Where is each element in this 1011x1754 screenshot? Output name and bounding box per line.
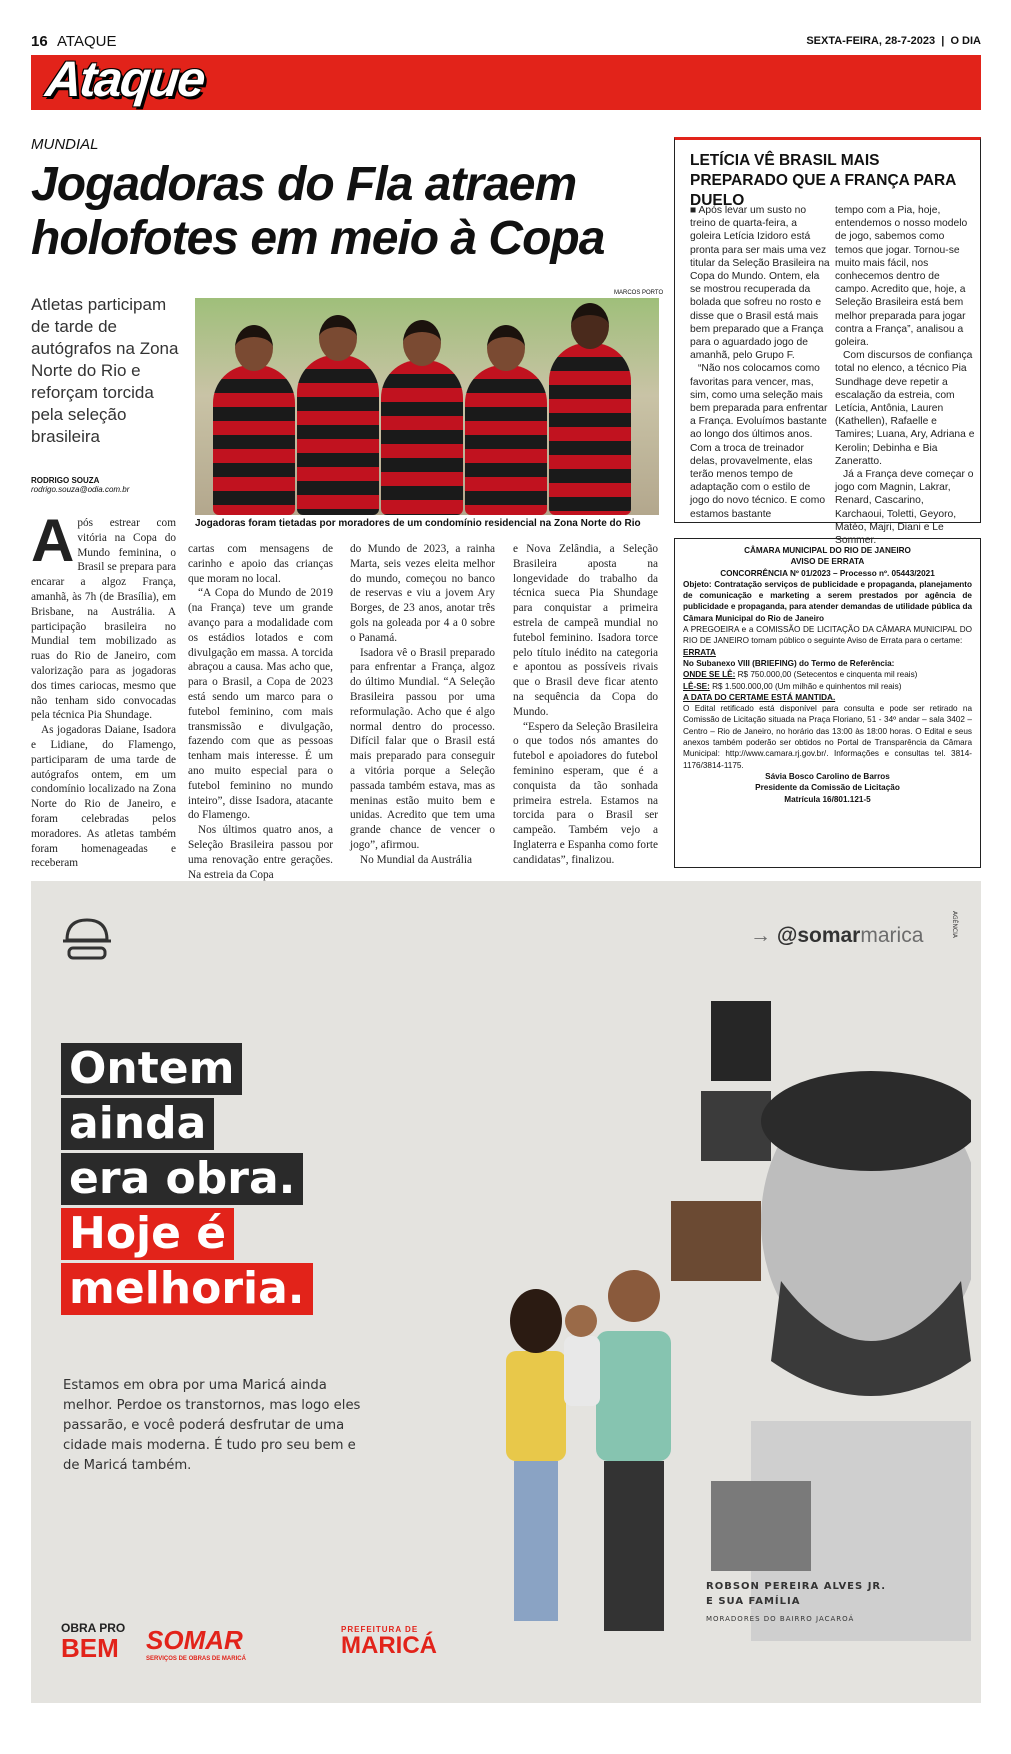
author-name: RODRIGO SOUZA — [31, 476, 100, 485]
player-figure — [381, 360, 463, 515]
logo-obra-pro-bem: OBRA PRO BEM — [61, 1621, 126, 1663]
article-headline: Jogadoras do Fla atraem holofotes em meio à Copa — [31, 158, 605, 265]
player-figure — [549, 343, 631, 515]
ad-body-text: Estamos em obra por uma Maricá ainda melhor. Perdoe os transtornos, mas logo eles passarão, e você poderá desfrutar de uma cidade mais moderna. É tudo pro seu bem e de Maricá também. — [63, 1378, 361, 1473]
sidebar-column-2: tempo com a Pia, hoje, entendemos o nosso modelo de jogo, sabemos como temos que jogar. Tornou-se muito mais fácil, nos conhecemos dentro de campo. Acredito que, hoje, a Seleção Brasileira está bem melhor preparada para jogar contra a França”, analisou a goleira. Com discursos de confiança total no elenco, a técnico Pia Sundhage deve repetir a escalação da estreia, com Letícia, Antônia, Lauren (Kathellen), Rafaelle e Tamires; Luana, Ary, Adriana e Kerolin; Debinha e Bia Zaneratto. Já a França deve começar o jogo com Magnin, Lakrar, Renard, Cascarino, Karchaoui, Toletti, Geyoro, Matéo, Majri, Diani e Le Sommer. — [835, 205, 975, 547]
paper-name: O DIA — [950, 35, 981, 47]
section-logo: Ataque — [43, 51, 207, 107]
sidebar-column-1: ■ Após levar um susto no treino de quarta-feira, a goleira Letícia Izidoro está pronta para ser mais uma vez titular da Seleção Brasileira na Copa do Mundo. Ontem, ela se mostrou recuperada da bolada que sofreu no rosto e disse que o Brasil está mais bem preparado que a França para o aguardado jogo de amanhã, pelo Grupo F. “Não nos colocamos como favoritas para vencer, mas, sim, como uma seleção mais bem preparada para enfrentar a França. Evoluímos bastante ao longo dos últimos anos. Com a troca de treinador delas, provavelmente, elas terão menos tempo de adaptação com o estilo de jogo do novo técnico. E como estamos bastante — [690, 205, 830, 520]
legal-notice: CÂMARA MUNICIPAL DO RIO DE JANEIRO AVISO DE ERRATA CONCORRÊNCIA Nº 01/2023 – Processo nº. 05443/2021 Objeto: Contratação serviços de publicidade e propaganda, planejamento de comunicação e marketing a serem prestados por agência de publicidade e propaganda, para atender demandas de utilidade pública da Câmara Municipal do Rio de Janeiro A PREGOEIRA e a COMISSÃO DE LICITAÇÃO DA CÂMARA MUNICIPAL DO RIO DE JANEIRO tornam público o seguinte Aviso de Errata para o certame: ERRATA No Subanexo VIII (BRIEFING) do Termo de Referência: ONDE SE LÊ: R$ 750.000,00 (Setecentos e cinquenta mil reais) LÊ-SE: R$ 1.500.000,00 (Um milhão e quinhentos mil reais) A DATA DO CERTAME ESTÁ MANTIDA. O Edital retificado está disponível para consulta e pode ser retirado na Comissão de Licitação situada na Praça Floriano, 51 - 34º andar – sala 3402 – Centro – Rio de Janeiro, no horário das 13:00 às 18:00 horas. O Edital e seus anexos também poderão ser obtidos no Portal de Transparência da Câmara Municipal: http://www.camara.rj.gov.br/. Informações e consultas tel. 3814-1176/3814-1175. Sávia Bosco Carolino de Barros Presidente da Comissão de Licitação Matrícula 16/801.121-5 — [674, 538, 981, 868]
sidebar-title: LETÍCIA VÊ BRASIL MAIS PREPARADO QUE A FRANÇA PARA DUELO — [690, 152, 956, 209]
article-column-3: do Mundo de 2023, a rainha Marta, seis vezes eleita melhor do mundo, começou no banco de reservas e viu a jovem Ary Borges, de 23 anos, anotar três gols na goleada por 4 a 0 sobre o Panamá. Isadora vê o Brasil preparado para enfrentar a França, algoz do último Mundial. “A Seleção Brasileira passou por uma reformulação. Acho que é algo normal dentro do processo. Difícil falar que o Brasil está mais preparado para conseguir a vitória porque a Seleção passada também estava, mas as meninas estão muito bem e unidas. Acredito que tem uma grande chance de vencer o jogo”, afirmou. No Mundial da Austrália — [350, 543, 495, 866]
edition-date: SEXTA-FEIRA, 28-7-2023 | O DIA — [806, 35, 981, 47]
page-number: 16 — [31, 33, 48, 50]
drop-cap: A — [31, 507, 75, 574]
article-subhead: Atletas participam de tarde de autógrafos na Zona Norte do Rio e reforçam torcida pela seleção brasileira — [31, 295, 179, 446]
photo-credit: MARCOS PORTO — [614, 290, 664, 296]
logo-prefeitura-marica: PREFEITURA DE MARICÁ — [341, 1625, 437, 1659]
agency-credit: AGÊNCIA — [951, 911, 958, 938]
article-column-1: A pós estrear com vitória na Copa do Mundo feminina, o Brasil se prepara para encarar a algoz França, amanhã, às 7h (de Brasília), em Brisbane, na Austrália. A participação brasileira no Mundial tem mobilizado as ruas do Rio de Janeiro, com valorização para as jogadoras dos times cariocas, mesmo que não tenham sido convocadas pela técnica Pia Shundage. As jogadoras Daiane, Isadora e Lidiane, do Flamengo, participaram de uma tarde de autógrafos ontem, em um condomínio localizado na Zona Norte do Rio de Janeiro, e foram celebradas pelos moradores. As atletas também foram homenageadas e receberam — [31, 507, 176, 870]
photo-caption: Jogadoras foram tietadas por moradores de um condomínio residencial na Zona Norte do Rio — [195, 518, 641, 529]
ad-model-credit: ROBSON PEREIRA ALVES JR. E SUA FAMÍLIA MORADORES DO BAIRRO JACAROÁ — [706, 1581, 887, 1623]
portrait-illustration — [671, 1001, 971, 1641]
advertisement — [31, 881, 981, 1703]
social-handle: → @somarmarica — [750, 924, 924, 947]
article-photo — [195, 298, 659, 515]
article-column-4: e Nova Zelândia, a Seleção Brasileira aposta na longevidade do trabalho da técnica sueca Pia Shundage para conquistar a primeira estrela de campeã mundial no futebol feminino. Isadora torce pelo título inédito na categoria e apontou as possíveis rivais que o Brasil deve ficar atento na sequência da Copa do Mundo. “Espero da Seleção Brasileira o que todos nós amantes do futebol e apoiadores do futebol feminino esperam, que é a conquista da tão sonhada primeira estrela. Estamos na torcida para o Brasil ser campeão. Também vejo a Inglaterra e Espanha como forte candidatas”, finalizou. — [513, 543, 658, 866]
player-figure — [213, 365, 295, 515]
byline — [31, 476, 129, 494]
author-email: rodrigo.souza@odia.com.br — [31, 485, 130, 494]
article-column-2: cartas com mensagens de carinho e apoio das crianças que moram no local. “A Copa do Mundo de 2019 (na França) teve um grande avanço para a modalidade com os estádios lotados e com divulgação em massa. A torcida abraçou a causa. Mas acho que, para o Brasil, a Copa de 2023 está sendo um marco para o futebol feminino, com mais transmissão e divulgação, fazendo com que as pessoas tenham mais interesse. É um ano muito especial para o futebol feminino no mundo inteiro”, disse Isadora, atacante do Flamengo. Nos últimos quatro anos, a Seleção Brasileira passou por uma renovação entre gerações. Na estreia da Copa — [188, 543, 333, 881]
ad-slogan: Ontem ainda era obra. Hoje é melhoria. — [61, 1043, 313, 1318]
hardhat-icon — [61, 916, 113, 964]
player-figure — [297, 355, 379, 515]
player-figure — [465, 365, 547, 515]
section-name: ATAQUE — [57, 33, 117, 50]
ad-logos — [61, 1621, 511, 1671]
logo-somar: SOMAR SERVIÇOS DE OBRAS DE MARICÁ — [146, 1625, 246, 1662]
family-illustration — [486, 1241, 716, 1661]
article-kicker: MUNDIAL — [31, 136, 99, 153]
